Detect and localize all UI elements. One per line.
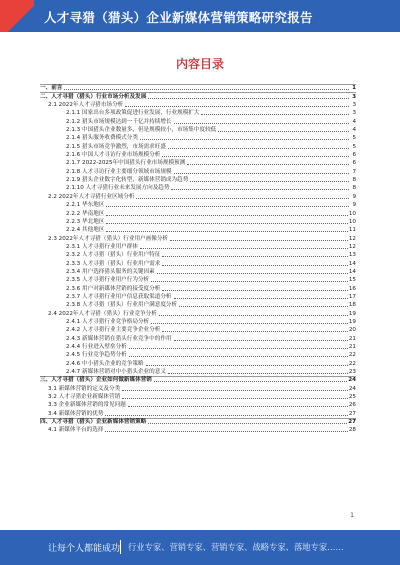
toc-entry-page: 28 <box>348 427 356 434</box>
toc-leader-dots <box>136 198 349 199</box>
table-of-contents <box>40 84 356 434</box>
toc-leader-dots <box>162 290 348 291</box>
toc-leader-dots <box>129 356 348 357</box>
toc-entry-page: 22 <box>348 352 356 359</box>
toc-entry-page: 27 <box>348 410 356 417</box>
toc-entry[interactable] <box>40 192 356 200</box>
toc-entry[interactable] <box>40 368 356 376</box>
toc-leader-dots <box>151 323 348 324</box>
toc-entry-label: 2.4.4 行业进入壁垒分析 <box>66 344 127 350</box>
toc-entry[interactable] <box>40 318 356 326</box>
toc-entry-label: 2.1.9 猎头企业数字化转型，新媒体营销成为趋势 <box>66 177 189 184</box>
toc-entry[interactable] <box>40 134 356 142</box>
toc-entry-label: 2.1.1 国家出台多项政策促进行业发展，行业规模扩大 <box>66 110 200 117</box>
toc-entry[interactable] <box>40 426 356 434</box>
toc-entry-label: 2.1.10 人才寻猎行业未来发展方向及趋势 <box>66 185 170 192</box>
toc-entry-label: 2.4 2022年人才寻猎（猎头）行业竞争分析 <box>48 310 157 317</box>
toc-leader-dots <box>168 148 349 149</box>
page-number: 1 <box>350 512 354 519</box>
toc-entry[interactable] <box>40 184 356 192</box>
toc-entry[interactable] <box>40 167 356 175</box>
toc-entry-page: 23 <box>348 369 356 376</box>
toc-entry-page: 6 <box>352 152 356 159</box>
toc-entry-page: 8 <box>352 185 356 192</box>
toc-entry[interactable] <box>40 309 356 317</box>
toc-entry-label: 2.3.7 人才寻猎行业用户信息获取渠道分析 <box>66 293 172 300</box>
toc-leader-dots <box>64 89 349 90</box>
toc-entry[interactable] <box>40 384 356 392</box>
toc-entry-page: 13 <box>348 252 356 259</box>
toc-entry-label: 2.1.2 猎头市场规模达到一千亿并持续增长 <box>66 118 172 125</box>
toc-entry[interactable] <box>40 376 356 384</box>
toc-entry-label: 2.1.8 人才寻访行业主要细分领域市场规模 <box>66 168 172 175</box>
toc-entry[interactable] <box>40 117 356 125</box>
toc-entry[interactable] <box>40 176 356 184</box>
toc-entry-label: 2.4.6 中小猎头企业的竞争策略 <box>66 360 144 367</box>
toc-entry[interactable] <box>40 84 356 92</box>
toc-leader-dots <box>187 164 349 165</box>
toc-entry-page: 10 <box>348 210 356 217</box>
toc-entry-label: 2.3.1 人才寻猎行业用户群体 <box>66 243 138 250</box>
header-accent-stripe <box>0 0 34 32</box>
footer-divider <box>120 540 121 554</box>
toc-entry-page: 19 <box>348 318 356 325</box>
toc-entry-label: 2.2.1 华东地区 <box>66 202 105 209</box>
toc-entry-label: 2.4.7 新媒体营销对中小猎头企业的意义 <box>66 369 166 376</box>
toc-entry[interactable] <box>40 226 356 234</box>
toc-entry-page: 21 <box>348 344 356 350</box>
toc-entry-page: 16 <box>348 285 356 292</box>
toc-entry-page: 27 <box>348 419 356 426</box>
toc-entry[interactable] <box>40 259 356 267</box>
toc-leader-dots <box>174 173 349 174</box>
toc-leader-dots <box>106 206 349 207</box>
footer-slogan: 让每个人都能成功 <box>48 544 121 554</box>
toc-entry-label: 一、前言 <box>40 85 63 92</box>
toc-leader-dots <box>128 406 348 407</box>
toc-entry[interactable] <box>40 401 356 409</box>
toc-entry[interactable] <box>40 159 356 167</box>
toc-entry-page: 20 <box>348 327 356 334</box>
toc-entry-label: 2.2.3 华北地区 <box>66 218 105 225</box>
toc-leader-dots <box>162 331 348 332</box>
toc-leader-dots <box>148 423 347 424</box>
toc-leader-dots <box>171 189 349 190</box>
toc-leader-dots <box>168 373 348 374</box>
toc-entry-label: 2.1 2022年人才寻猎市场分析 <box>48 102 124 109</box>
toc-entry[interactable] <box>40 126 356 134</box>
toc-entry-label: 3.1 新媒体营销的定义及分类 <box>48 385 121 392</box>
toc-entry-label: 2.4.1 人才寻猎行业竞争格局分析 <box>66 318 150 325</box>
toc-leader-dots <box>106 231 347 232</box>
toc-entry-label: 2.3.8 人才寻猎（猎头）行业用户满意度分析 <box>66 302 178 309</box>
toc-leader-dots <box>154 381 347 382</box>
toc-entry[interactable] <box>40 409 356 417</box>
toc-leader-dots <box>162 265 348 266</box>
toc-entry[interactable] <box>40 92 356 100</box>
report-footer <box>0 530 400 565</box>
toc-leader-dots <box>122 390 348 391</box>
toc-heading: 内容目录 <box>175 57 224 71</box>
toc-entry-page: 10 <box>348 218 356 225</box>
toc-leader-dots <box>162 156 349 157</box>
toc-entry-label: 2.3.4 用户选择猎头服务的关键因素 <box>66 268 155 275</box>
toc-entry-page: 24 <box>348 385 356 392</box>
toc-entry-label: 2.3.3 人才寻猎（猎头）行业用户需求 <box>66 260 161 267</box>
toc-entry-label: 3.3 企业新媒体营销的常见问题 <box>48 402 126 409</box>
toc-leader-dots <box>174 298 348 299</box>
toc-entry-page: 17 <box>348 293 356 300</box>
toc-entry[interactable] <box>40 293 356 301</box>
toc-entry-label: 2.1.5 猎头市场竞争激烈，市场需求旺盛 <box>66 143 166 150</box>
report-header <box>0 0 400 32</box>
toc-entry-page: 18 <box>348 302 356 309</box>
toc-leader-dots <box>159 315 348 316</box>
toc-entry[interactable] <box>40 343 356 351</box>
toc-entry[interactable] <box>40 326 356 334</box>
toc-entry-page: 26 <box>348 402 356 409</box>
toc-entry-label: 4.1 新媒体平台的选择 <box>48 427 104 434</box>
toc-entry-page: 4 <box>352 118 356 125</box>
toc-entry-label: 2.3.5 人才寻猎行业用户行为分析 <box>66 277 150 284</box>
toc-leader-dots <box>122 398 348 399</box>
toc-entry-page: 9 <box>352 193 356 200</box>
toc-leader-dots <box>170 240 348 241</box>
toc-entry[interactable] <box>40 351 356 359</box>
toc-entry-label: 2.2 2022年人才寻猎行业区域分析 <box>48 193 135 200</box>
toc-entry[interactable] <box>40 334 356 342</box>
toc-entry-label: 2.1.4 猎头服务收费模式分类 <box>66 135 138 142</box>
toc-entry-page: 5 <box>352 143 356 150</box>
toc-entry[interactable] <box>40 393 356 401</box>
toc-leader-dots <box>201 114 349 115</box>
toc-leader-dots <box>106 215 347 216</box>
toc-leader-dots <box>105 431 347 432</box>
toc-entry-page: 9 <box>352 202 356 209</box>
toc-entry-page: 24 <box>348 377 356 384</box>
toc-entry[interactable] <box>40 268 356 276</box>
toc-entry[interactable] <box>40 243 356 251</box>
toc-entry-page: 8 <box>352 177 356 184</box>
toc-leader-dots <box>106 223 347 224</box>
toc-leader-dots <box>140 248 348 249</box>
toc-entry[interactable] <box>40 109 356 117</box>
toc-entry-page: 11 <box>348 227 356 234</box>
toc-entry-page: 19 <box>348 310 356 317</box>
toc-entry-label: 2.2.2 华南地区 <box>66 210 105 217</box>
toc-entry[interactable] <box>40 234 356 242</box>
toc-leader-dots <box>105 415 347 416</box>
toc-entry-page: 21 <box>348 335 356 342</box>
toc-entry-page: 6 <box>352 160 356 167</box>
toc-entry[interactable] <box>40 284 356 292</box>
toc-entry[interactable] <box>40 142 356 150</box>
toc-leader-dots <box>146 365 348 366</box>
toc-leader-dots <box>174 123 349 124</box>
toc-entry-page: 12 <box>348 243 356 250</box>
toc-entry-label: 四、人才寻猎（猎头）企业新媒体营销策略 <box>40 419 147 426</box>
toc-entry-page: 3 <box>352 102 356 109</box>
footer-tagline: 行业专家、营销专家、营销专家、战略专家、落地专家…… <box>128 542 344 552</box>
toc-entry-page: 3 <box>352 93 356 100</box>
toc-leader-dots <box>179 306 348 307</box>
toc-entry[interactable] <box>40 276 356 284</box>
toc-entry-label: 3.4 新媒体营销的优势 <box>48 410 104 417</box>
toc-entry-label: 2.4.2 人才寻猎行业主要竞争企业分析 <box>66 327 161 334</box>
toc-leader-dots <box>174 340 348 341</box>
toc-entry-label: 2.3.6 用户对新媒体营销的接受度分析 <box>66 285 161 292</box>
toc-entry-page: 3 <box>352 110 356 117</box>
toc-entry-label: 2.1.3 中国猎头企业数量多，但是规模较小，市场集中度较低 <box>66 127 217 134</box>
toc-entry[interactable] <box>40 101 356 109</box>
toc-leader-dots <box>190 181 349 182</box>
toc-entry-page: 4 <box>352 127 356 134</box>
toc-leader-dots <box>125 106 349 107</box>
toc-entry-label: 2.4.5 行业竞争趋势分析 <box>66 352 127 359</box>
toc-entry-page: 22 <box>348 360 356 367</box>
toc-entry[interactable] <box>40 301 356 309</box>
toc-leader-dots <box>148 98 349 99</box>
toc-entry[interactable] <box>40 418 356 426</box>
toc-entry-page: 14 <box>348 268 356 275</box>
toc-leader-dots <box>162 256 348 257</box>
toc-entry[interactable] <box>40 359 356 367</box>
toc-leader-dots <box>218 131 349 132</box>
toc-leader-dots <box>151 281 348 282</box>
toc-entry-label: 2.3.2 人才寻猎（猎头）行业用户特征 <box>66 252 161 259</box>
toc-leader-dots <box>140 139 349 140</box>
toc-entry-page: 15 <box>348 277 356 284</box>
toc-entry-label: 三、人才寻猎（猎头）企业如何做新媒体营销 <box>40 377 152 384</box>
toc-entry-label: 2.3 2022年人才寻猎（猎头）行业用户画像分析 <box>48 235 169 242</box>
toc-entry[interactable] <box>40 209 356 217</box>
toc-entry-page: 12 <box>348 235 356 242</box>
toc-entry-label: 2.2.4 其他地区 <box>66 227 105 234</box>
toc-leader-dots <box>157 273 348 274</box>
toc-entry-page: 1 <box>352 85 356 92</box>
toc-entry-label: 2.1.6 中国人才寻访行业市场规模分析 <box>66 152 161 159</box>
toc-entry-page: 7 <box>352 168 356 175</box>
toc-entry[interactable] <box>40 218 356 226</box>
toc-entry-page: 5 <box>352 135 356 142</box>
toc-entry-label: 2.4.3 新媒体营销在猎头行业竞争中的作用 <box>66 335 172 342</box>
toc-entry-label: 2.1.7 2022-2025年中国猎头行业市场规模预测 <box>66 160 186 167</box>
toc-entry[interactable] <box>40 251 356 259</box>
toc-entry-page: 25 <box>348 394 356 401</box>
toc-entry[interactable] <box>40 151 356 159</box>
toc-leader-dots <box>129 348 348 349</box>
toc-entry-label: 3.2 人才寻猎企业新媒体营销 <box>48 394 121 401</box>
report-title: 人才寻猎（猎头）企业新媒体营销策略研究报告 <box>44 10 313 25</box>
toc-entry-page: 14 <box>348 260 356 267</box>
toc-entry[interactable] <box>40 201 356 209</box>
toc-entry-label: 二、人才寻猎（猎头）行业市场分析及发展 <box>40 93 147 100</box>
